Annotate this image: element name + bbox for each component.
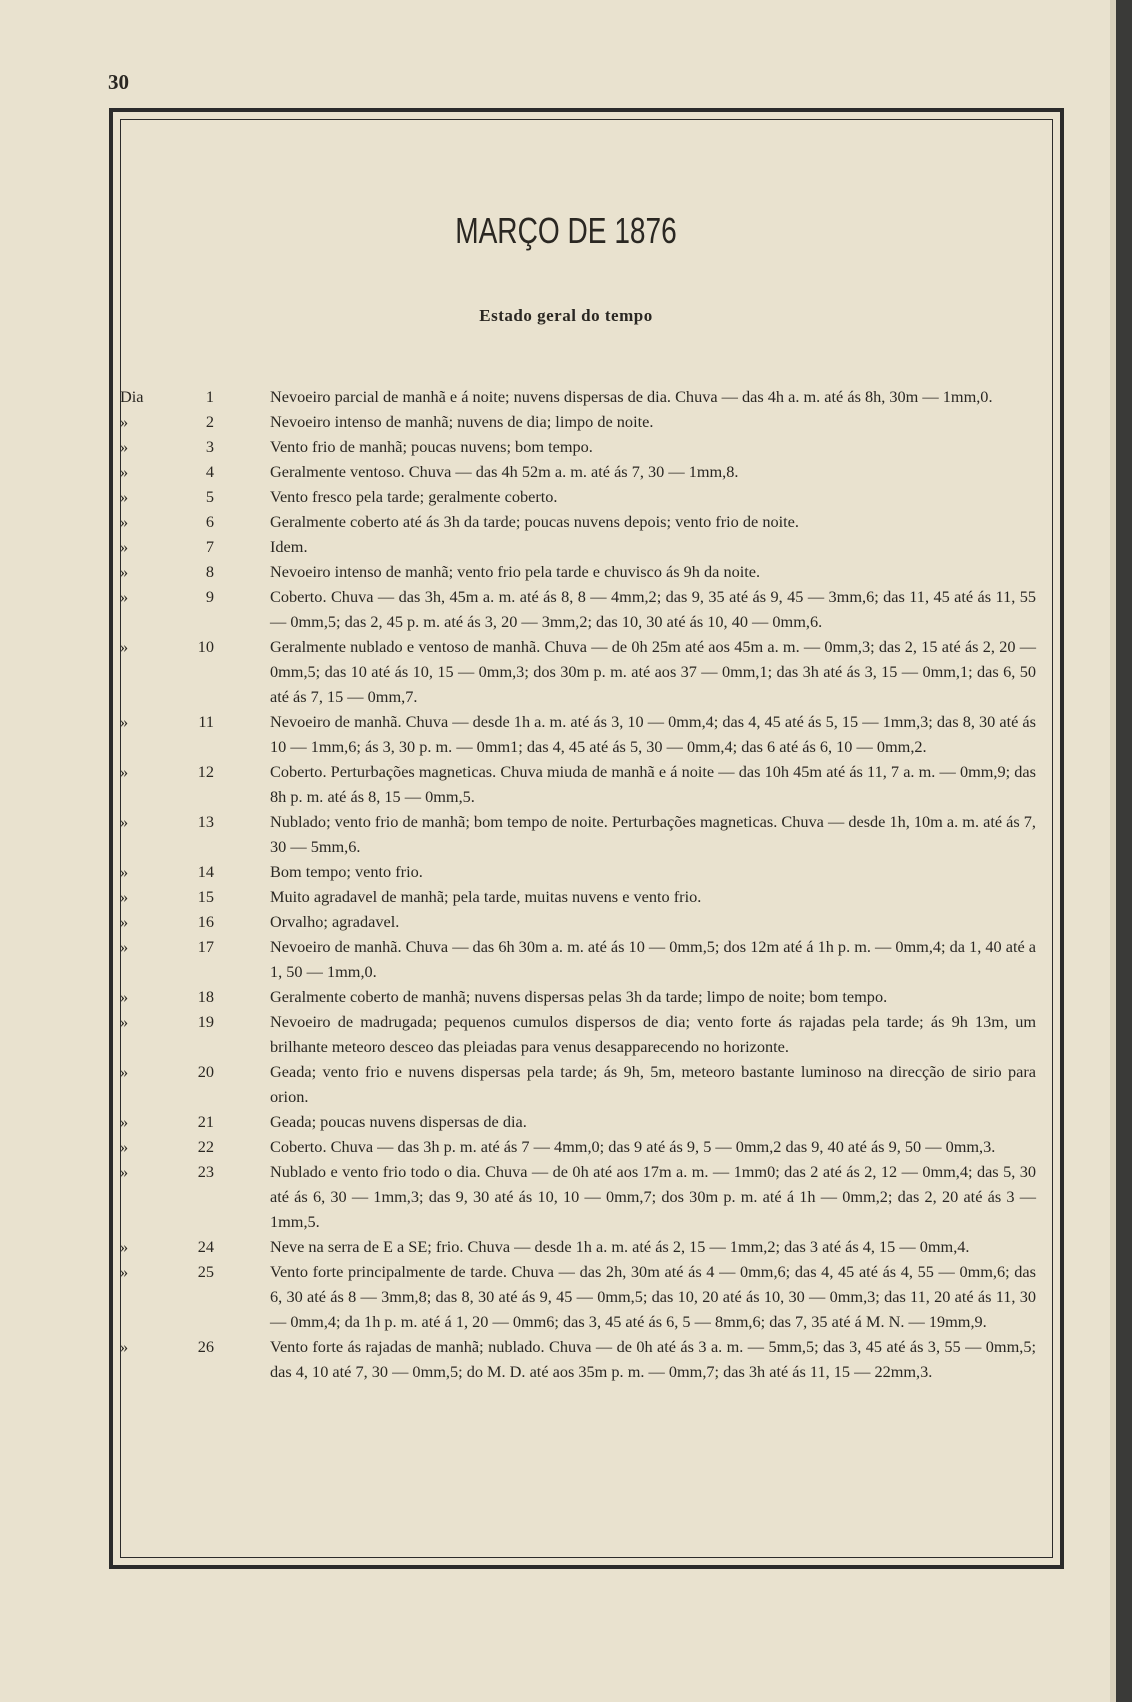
entry-description: Nevoeiro de manhã. Chuva — desde 1h a. m. até ás 3, 10 — 0mm,4; das 4, 45 até ás 5, 15 — 1mm,3; das 8, 30 até ás 10 — 1mm,6; ás 3, 30 p. m. — 0mm1; das 4, 45 até ás 5, 30 — 0mm,4; das 6 até ás 6, 10 — 0mm,2. <box>270 712 1036 756</box>
list-item <box>120 1059 1050 1109</box>
list-item <box>120 984 1050 1009</box>
list-item <box>120 859 1050 884</box>
entry-description: Coberto. Perturbações magneticas. Chuva miuda de manhã e á noite — das 10h 45m até ás 11, 7 a. m. — 0mm,9; das 8h p. m. até ás 8, 15 — 0mm,5. <box>270 762 1036 806</box>
entry-day-number: 20 <box>197 1062 214 1081</box>
entry-description: Geralmente coberto até ás 3h da tarde; poucas nuvens depois; vento frio de noite. <box>270 512 799 531</box>
entry-prefix: » <box>120 537 129 556</box>
list-item <box>120 709 1050 759</box>
list-item <box>120 484 1050 509</box>
entry-day-number: 18 <box>197 987 214 1006</box>
list-item <box>120 509 1050 534</box>
entry-prefix: » <box>120 412 129 431</box>
entry-prefix: » <box>120 762 129 781</box>
list-item <box>120 584 1050 634</box>
entry-day-number: 14 <box>197 862 214 881</box>
entry-description: Vento fresco pela tarde; geralmente coberto. <box>270 487 558 506</box>
list-item <box>120 1334 1050 1384</box>
entry-day-number: 6 <box>205 512 214 531</box>
entry-description: Bom tempo; vento frio. <box>270 862 423 881</box>
list-item <box>120 559 1050 584</box>
page-number: 30 <box>108 70 129 94</box>
entry-description: Nevoeiro parcial de manhã e á noite; nuvens dispersas de dia. Chuva — das 4h a. m. até ás 8h, 30m — 1mm,0. <box>270 387 993 406</box>
entry-prefix: » <box>120 912 129 931</box>
entry-description: Nublado; vento frio de manhã; bom tempo de noite. Perturbações magneticas. Chuva — desde 1h, 10m a. m. até ás 7, 30 — 5mm,6. <box>270 812 1036 856</box>
entry-day-number: 7 <box>205 537 214 556</box>
entry-day-number: 13 <box>197 812 214 831</box>
entry-prefix: » <box>120 987 129 1006</box>
entry-description: Nevoeiro intenso de manhã; vento frio pela tarde e chuvisco ás 9h da noite. <box>270 562 761 581</box>
entry-description: Idem. <box>270 537 308 556</box>
entry-prefix: » <box>120 887 129 906</box>
entry-description: Geralmente ventoso. Chuva — das 4h 52m a. m. até ás 7, 30 — 1mm,8. <box>270 462 739 481</box>
entry-prefix: » <box>120 587 129 606</box>
entry-day-number: 17 <box>197 937 214 956</box>
entry-prefix: » <box>120 712 129 731</box>
list-item <box>120 534 1050 559</box>
entry-prefix: » <box>120 487 129 506</box>
entry-day-number: 15 <box>197 887 214 906</box>
entry-description: Orvalho; agradavel. <box>270 912 400 931</box>
entry-prefix: » <box>120 1012 129 1031</box>
entry-prefix: » <box>120 862 129 881</box>
list-item <box>120 809 1050 859</box>
list-item <box>120 934 1050 984</box>
entry-description: Vento frio de manhã; poucas nuvens; bom tempo. <box>270 437 593 456</box>
list-item <box>120 1259 1050 1334</box>
entry-day-number: 8 <box>205 562 214 581</box>
entry-day-number: 4 <box>205 462 214 481</box>
entry-day-number: 19 <box>197 1012 214 1031</box>
list-item <box>120 884 1050 909</box>
entry-day-number: 2 <box>205 412 214 431</box>
entry-prefix: Dia <box>120 387 144 406</box>
entry-description: Neve na serra de E a SE; frio. Chuva — desde 1h a. m. até ás 2, 15 — 1mm,2; das 3 até ás 4, 15 — 0mm,4. <box>270 1237 970 1256</box>
list-item <box>120 1234 1050 1259</box>
entry-day-number: 24 <box>197 1237 214 1256</box>
entry-day-number: 5 <box>205 487 214 506</box>
weather-entries-list <box>120 384 1050 1384</box>
list-item <box>120 384 1050 409</box>
entry-description: Nevoeiro de manhã. Chuva — das 6h 30m a. m. até ás 10 — 0mm,5; dos 12m até á 1h p. m. — 0mm,4; da 1, 40 até a 1, 50 — 1mm,0. <box>270 937 1036 981</box>
entry-description: Geralmente coberto de manhã; nuvens dispersas pelas 3h da tarde; limpo de noite; bom tempo. <box>270 987 888 1006</box>
entry-prefix: » <box>120 937 129 956</box>
entry-description: Vento forte ás rajadas de manhã; nublado. Chuva — de 0h até ás 3 a. m. — 5mm,5; das 3, 45 até ás 3, 55 — 0mm,5; das 4, 10 até 7, 30 — 0mm,5; do M. D. até aos 35m p. m. — 0mm,7; das 3h até ás 11, 15 — 22mm,3. <box>270 1337 1036 1381</box>
entry-description: Coberto. Chuva — das 3h p. m. até ás 7 — 4mm,0; das 9 até ás 9, 5 — 0mm,2 das 9, 40 até ás 9, 50 — 0mm,3. <box>270 1137 996 1156</box>
entry-day-number: 16 <box>197 912 214 931</box>
list-item <box>120 1109 1050 1134</box>
entry-day-number: 23 <box>197 1162 214 1181</box>
entry-description: Coberto. Chuva — das 3h, 45m a. m. até ás 8, 8 — 4mm,2; das 9, 35 até ás 9, 45 — 3mm,6; das 11, 45 até ás 11, 55 — 0mm,5; das 2, 45 p. m. até ás 3, 20 — 3mm,2; das 10, 30 até ás 10, 40 — 0mm,6. <box>270 587 1036 631</box>
entry-day-number: 25 <box>197 1262 214 1281</box>
list-item <box>120 909 1050 934</box>
entry-day-number: 1 <box>205 387 214 406</box>
entry-prefix: » <box>120 512 129 531</box>
entry-prefix: » <box>120 437 129 456</box>
entry-day-number: 22 <box>197 1137 214 1156</box>
entry-day-number: 9 <box>205 587 214 606</box>
entry-description: Geralmente nublado e ventoso de manhã. Chuva — de 0h 25m até aos 45m a. m. — 0mm,3; das 2, 15 até ás 2, 20 — 0mm,5; das 10 até ás 10, 15 — 0mm,3; dos 30m p. m. até aos 37 — 0mm,1; das 3h até ás 3, 15 — 0mm,1; das 6, 50 até ás 7, 15 — 0mm,7. <box>270 637 1036 706</box>
entry-prefix: » <box>120 1112 129 1131</box>
entry-description: Nublado e vento frio todo o dia. Chuva — de 0h até aos 17m a. m. — 1mm0; das 2 até ás 2, 12 — 0mm,4; das 5, 30 até ás 6, 30 — 1mm,3; das 9, 30 até ás 10, 10 — 0mm,7; dos 30m p. m. até á 1h — 0mm,2; das 2, 20 até ás 3 — 1mm,5. <box>270 1162 1036 1231</box>
entry-description: Nevoeiro intenso de manhã; nuvens de dia; limpo de noite. <box>270 412 654 431</box>
entry-day-number: 3 <box>205 437 214 456</box>
entry-description: Geada; vento frio e nuvens dispersas pela tarde; ás 9h, 5m, meteoro bastante luminoso na direcção de sirio para orion. <box>270 1062 1036 1106</box>
list-item <box>120 459 1050 484</box>
list-item <box>120 1159 1050 1234</box>
list-item <box>120 1134 1050 1159</box>
entry-day-number: 12 <box>197 762 214 781</box>
list-item <box>120 409 1050 434</box>
entry-prefix: » <box>120 1237 129 1256</box>
list-item <box>120 434 1050 459</box>
entry-day-number: 26 <box>197 1337 214 1356</box>
entry-prefix: » <box>120 562 129 581</box>
entry-prefix: » <box>120 1137 129 1156</box>
list-item <box>120 1009 1050 1059</box>
entry-prefix: » <box>120 1262 129 1281</box>
section-subtitle: Estado geral do tempo <box>479 306 653 325</box>
entry-description: Vento forte principalmente de tarde. Chuva — das 2h, 30m até ás 4 — 0mm,6; das 4, 45 até ás 4, 55 — 0mm,6; das 6, 30 até ás 8 — 3mm,8; das 8, 30 até ás 9, 45 — 0mm,5; das 10, 20 até ás 10, 30 — 0mm,3; das 11, 20 até ás 11, 30 — 0mm,4; da 1h p. m. até á 1, 20 — 0mm6; das 3, 45 até ás 6, 5 — 8mm,6; das 7, 35 até á M. N. — 19mm,9. <box>270 1262 1036 1331</box>
entry-day-number: 10 <box>197 637 214 656</box>
list-item <box>120 759 1050 809</box>
entry-description: Nevoeiro de madrugada; pequenos cumulos dispersos de dia; vento forte ás rajadas pela tarde; ás 9h 13m, um brilhante meteoro desceo das pleiadas para venus desapparecendo no horizonte. <box>270 1012 1036 1056</box>
page-title: MARÇO DE 1876 <box>455 210 677 251</box>
entry-prefix: » <box>120 637 129 656</box>
book-spine <box>1116 0 1132 1702</box>
list-item <box>120 634 1050 709</box>
entry-prefix: » <box>120 462 129 481</box>
entry-description: Geada; poucas nuvens dispersas de dia. <box>270 1112 527 1131</box>
entry-day-number: 11 <box>198 712 214 731</box>
entry-day-number: 21 <box>197 1112 214 1131</box>
entry-prefix: » <box>120 812 129 831</box>
entry-prefix: » <box>120 1062 129 1081</box>
entry-description: Muito agradavel de manhã; pela tarde, muitas nuvens e vento frio. <box>270 887 702 906</box>
entry-prefix: » <box>120 1337 129 1356</box>
entry-prefix: » <box>120 1162 129 1181</box>
